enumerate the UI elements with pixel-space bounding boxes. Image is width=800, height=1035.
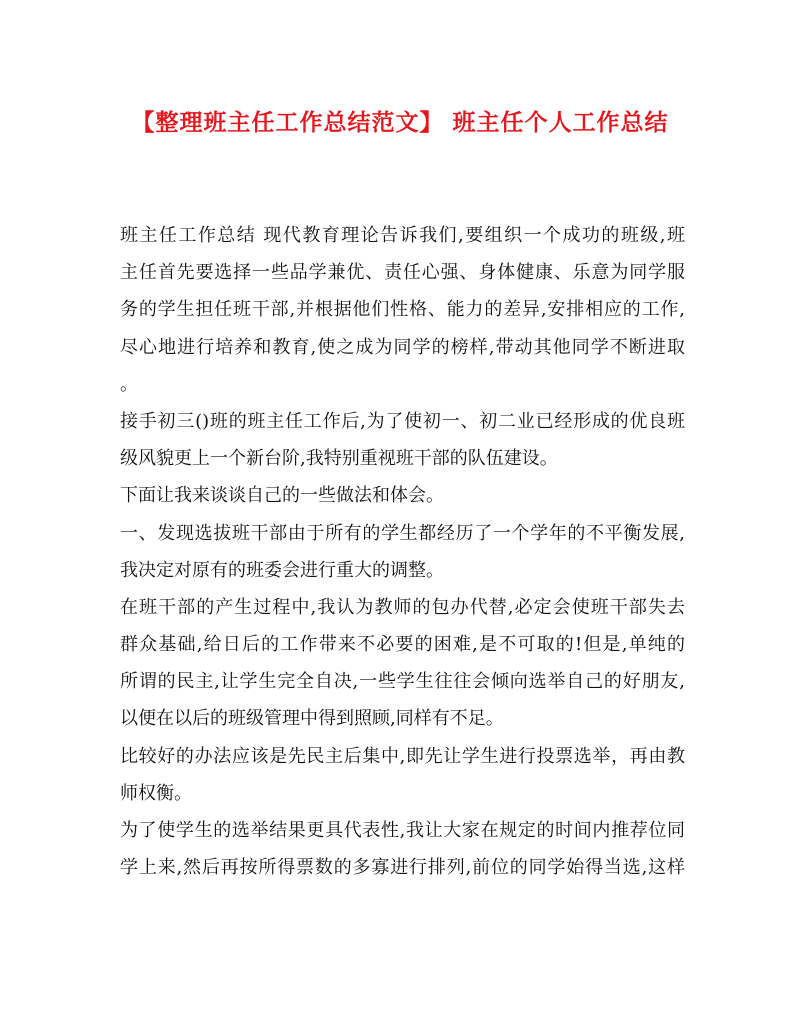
paragraph-line: 。 bbox=[120, 373, 138, 395]
paragraph-line: 尽心地进行培养和教育,使之成为同学的榜样,带动其他同学不断进取 bbox=[120, 336, 685, 358]
paragraph-line: 务的学生担任班干部,并根据他们性格、能力的差异,安排相应的工作, bbox=[120, 299, 685, 321]
paragraph-line: 级风貌更上一个新台阶,我特别重视班干部的队伍建设。 bbox=[120, 448, 558, 470]
paragraph-line: 一、发现选拔班干部由于所有的学生都经历了一个学年的不平衡发展, bbox=[120, 522, 685, 544]
paragraph-line: 我决定对原有的班委会进行重大的调整。 bbox=[120, 559, 444, 581]
document-body bbox=[120, 221, 685, 890]
paragraph-line: 比较好的办法应该是先民主后集中,即先让学生进行投票选举，再由教 bbox=[120, 745, 685, 767]
document-title: 【整理班主任工作总结范文】 班主任个人工作总结 bbox=[131, 109, 669, 136]
paragraph-line: 下面让我来谈谈自己的一些做法和体会。 bbox=[120, 485, 444, 507]
paragraph-line: 班主任工作总结 现代教育理论告诉我们,要组织一个成功的班级,班 bbox=[120, 225, 685, 246]
paragraph-line: 以便在以后的班级管理中得到照顾,同样有不足。 bbox=[120, 708, 504, 730]
paragraph-line: 主任首先要选择一些品学兼优、责任心强、身体健康、乐意为同学服 bbox=[120, 262, 685, 284]
paragraph-line: 师权衡。 bbox=[120, 782, 192, 804]
paragraph-line: 学上来,然后再按所得票数的多寡进行排列,前位的同学始得当选,这样 bbox=[120, 857, 685, 879]
paragraph-line: 群众基础,给日后的工作带来不必要的困难,是不可取的!但是,单纯的 bbox=[120, 634, 685, 656]
paragraph-line: 所谓的民主,让学生完全自决,一些学生往往会倾向选举自己的好朋友, bbox=[120, 671, 685, 693]
paragraph-line: 在班干部的产生过程中,我认为教师的包办代替,必定会使班干部失去 bbox=[120, 596, 685, 618]
paragraph-line: 接手初三()班的班主任工作后,为了使初一、初二业已经形成的优良班 bbox=[120, 410, 685, 432]
paragraph-line: 为了使学生的选举结果更具代表性,我让大家在规定的时间内推荐位同 bbox=[120, 820, 685, 841]
